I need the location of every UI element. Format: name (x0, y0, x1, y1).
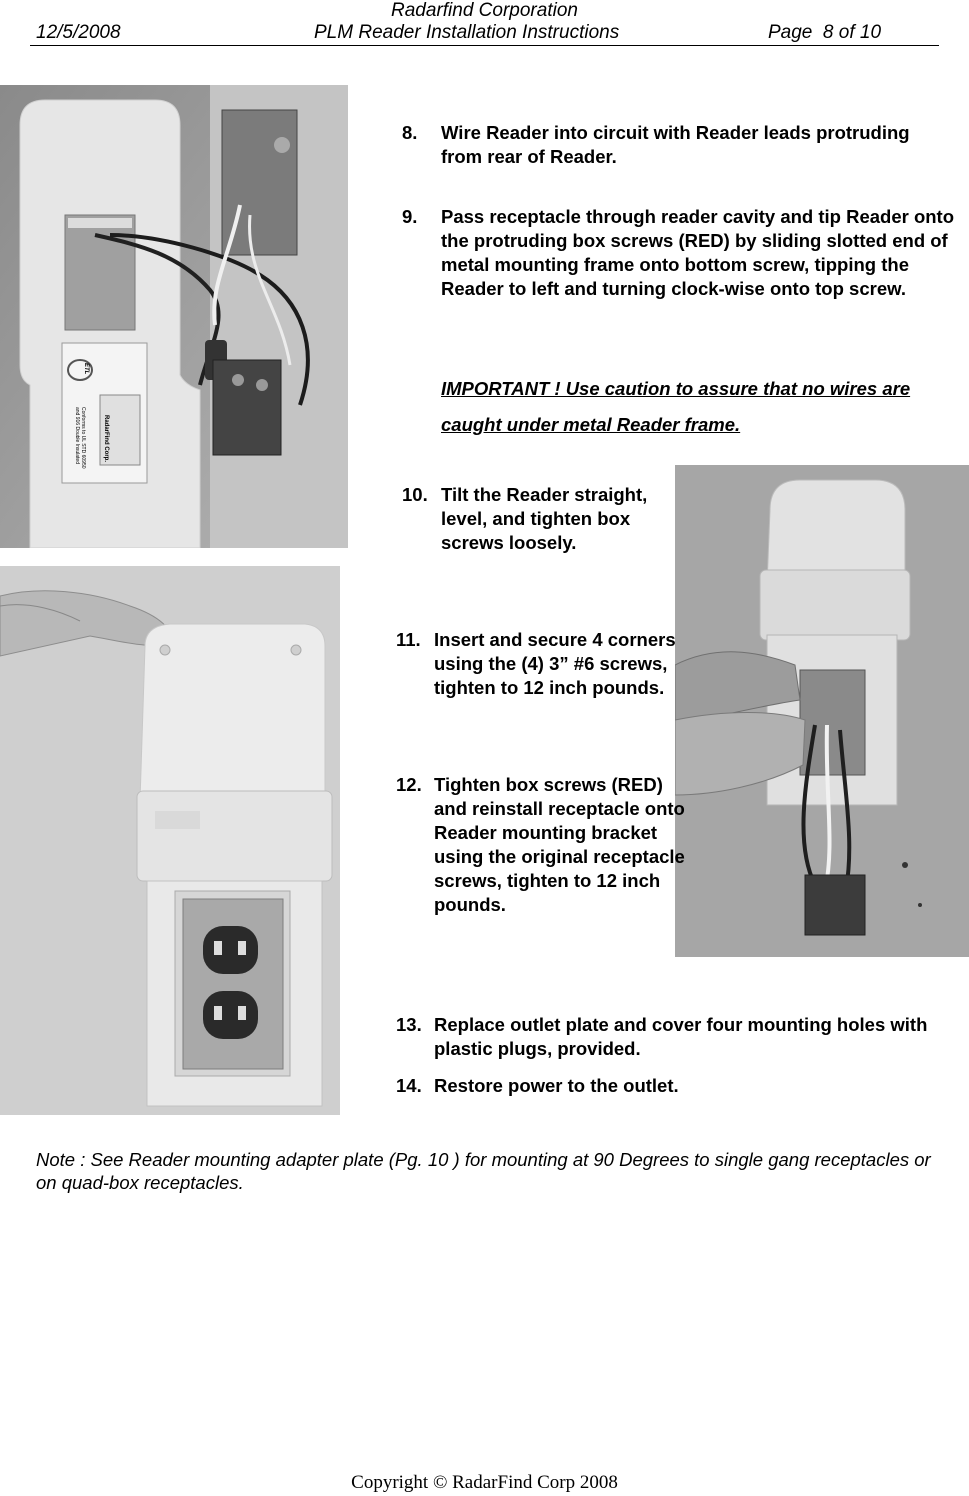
step-10 (402, 483, 676, 555)
reader-label-brand: RadarFind Corp. (103, 415, 109, 463)
step-text: Wire Reader into circuit with Reader leads protruding from rear of Reader. (441, 122, 910, 167)
header-doc-title: PLM Reader Installation Instructions (314, 22, 620, 43)
step-text: Tighten box screws (RED) and reinstall receptacle onto Reader mounting bracket using the original receptacle screws, tighten to 12 inch pounds. (434, 774, 685, 915)
footer-copyright: Copyright © RadarFind Corp 2008 (351, 1472, 618, 1493)
step-number: 8. (402, 122, 418, 143)
step-14 (396, 1074, 934, 1098)
step-12 (396, 773, 686, 917)
header-rule (30, 45, 939, 46)
reader-label-conformity: Conforms to UL STD 60950 and 916 Double Insulated (74, 407, 86, 469)
step-number: 13. (396, 1014, 422, 1035)
header-page-number: Page 8 of 10 (768, 22, 882, 43)
step-8 (402, 121, 911, 169)
photo-reader-wiring (0, 85, 348, 548)
step-13 (396, 1013, 934, 1061)
header-date: 12/5/2008 (36, 22, 121, 43)
step-text: Pass receptacle through reader cavity and tip Reader onto the protruding box screws (RED) by sliding slotted end of metal mounting frame onto bottom screw, tipping the Reader to left and turning clock-wise onto top screw. (441, 206, 955, 299)
header-company: Radarfind Corporation (391, 0, 578, 21)
step-number: 14. (396, 1075, 422, 1096)
step-number: 10. (402, 484, 428, 505)
photo-reader-tilting (675, 465, 969, 957)
important-warning: IMPORTANT ! Use caution to assure that no wires are caught under metal Reader frame. (441, 378, 911, 435)
step-text: Insert and secure 4 corners using the (4) 3” #6 screws, tighten to 12 inch pounds. (434, 629, 676, 698)
step-text: Restore power to the outlet. (434, 1075, 679, 1096)
step-number: 9. (402, 206, 418, 227)
step-11 (396, 628, 698, 700)
reader-label-cert-mark: ETL (83, 363, 89, 375)
photo-reader-installed (0, 566, 340, 1115)
step-number: 11. (396, 629, 421, 650)
step-text: Tilt the Reader straight, level, and tighten box screws loosely. (441, 484, 648, 553)
step-number: 12. (396, 774, 422, 795)
step-text: Replace outlet plate and cover four mounting holes with plastic plugs, provided. (434, 1014, 928, 1059)
mounting-note: Note : See Reader mounting adapter plate (Pg. 10 ) for mounting at 90 Degrees to single gang receptacles or on quad-box receptacles. (36, 1149, 931, 1193)
step-9 (402, 205, 969, 301)
